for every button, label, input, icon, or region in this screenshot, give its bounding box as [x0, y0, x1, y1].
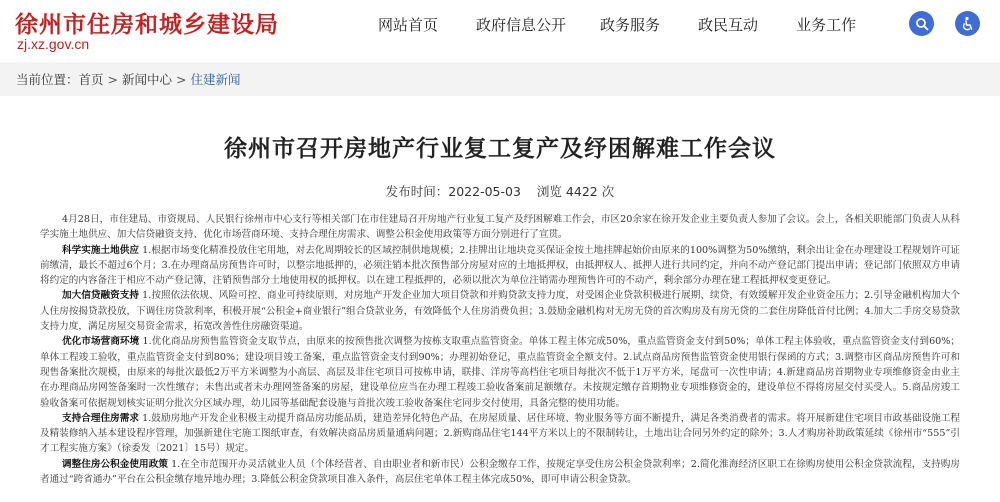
site-logo-title[interactable]: 徐州市住房和城乡建设局 — [15, 12, 279, 38]
paragraph-text: 1.按照依法依规、风险可控、商业可持续原则，对房地产开发企业加大项目贷款和并购贷款支持力度，对受困企业贷款积极进行展期、续贷，有效缓解开发企业资金压力；2.引导金融机构加大个人住房按揭贷款投放，下调住房贷款利率，积极开展“公积金+商业银行”组合贷款业务，有效降低个人住房消费负担；3.鼓励金融机构对无房无贷的首次购房及有房无贷的二套住房降低首付比例；4.加大二手房交易贷款支持力度，满足房屋交易资金需求，拓宽改善性住房融资渠道。 — [40, 290, 960, 333]
publish-info — [386, 184, 521, 199]
article-title: 徐州市召开房地产行业复工复产及纾困解难工作会议 — [224, 136, 776, 162]
views-unit: 次 — [601, 184, 615, 199]
paragraph-text: 1.在全市范围开办灵活就业人员（个体经营者、自由职业者和新市民）公积金缴存工作，按规定享受住房公积金贷款利率；2.简化淮海经济区职工在徐购房使用公积金贷款流程，支持购房者通过“跨省通办”平台在公积金缴存地异地办理；3.降低公积金贷款项目准入条件，高层住宅单体工程主体完成50%，即可申请公积金贷款。 — [40, 458, 960, 486]
paragraph-text: 1.鼓励房地产开发企业积极主动提升商品房功能品质，建造差异化特色产品，在房屋质量、居住环境、物业服务等方面不断提升，满足各类消费者的需求。将开展新建住宅项目市政基础设施工程及精装修纳入基本建设程序管理，加强新建住宅施工图纸审查，有效解决商品房质量通病问题；2.新购商品住宅144平方米以上的不限制转让，土地出让合同另外约定的除外；3.人才购房补助政策延续《徐州市“555”引才工程实施方案》（徐委发〔2021〕15号）规定。 — [40, 412, 961, 455]
nav-item-services[interactable]: 政务服务 — [600, 16, 661, 34]
main-nav — [378, 14, 894, 35]
site-header — [0, 0, 1000, 62]
breadcrumb-separator: > — [107, 71, 119, 87]
breadcrumb — [0, 62, 1000, 96]
breadcrumb-section-link[interactable]: 新闻中心 — [122, 72, 173, 87]
views-count: 4422 — [565, 184, 598, 199]
views-label: 浏览 — [536, 184, 562, 199]
article-meta — [0, 182, 1000, 200]
nav-item-business[interactable]: 业务工作 — [796, 16, 857, 34]
publish-date: 2022-05-03 — [448, 184, 521, 199]
breadcrumb-current-link[interactable]: 住建新闻 — [190, 72, 241, 87]
article-paragraph — [40, 411, 960, 457]
view-info — [537, 184, 614, 199]
paragraph-text: 1.优化商品房预售监管资金支取节点，由原来的按预售批次调整为按栋支取重点监管资金。单体工程主体完成50%，重点监管资金支付到50%；单体工程主体验收，重点监管资金支付到60%；单体工程竣工验收，重点监管资金支付到80%；建设项目竣工备案，重点监管资金支付到90%；办理初始登记，重点监管资金全额支付。2.试点商品房预售监管资金使用银行保函的方式；3.调整市区商品房预售许可和现售备案批次规模，由原来的每批次最低2万平方米调整为小高层、高层及非住宅项目可按栋申请，联排、洋房等高档住宅项目每批次不低于1万平方米，尾盘可一次性申请；4.新建商品房首期物业专项维修资金由业主在办理商品房网签备案时一次性缴存；未售出或者未办理网签备案的房屋，建设单位应当在办理工程竣工验收备案前足额缴存。未按规定缴存首期物业专项维修资金的，建设单位不得将房屋交付买受人。5.商品房竣工验收备案可依据规划核实证明分批次分区域办理，幼儿园等基础配套设施与首批次竣工验收备案住宅同步交付使用，具备完整的使用功能。 — [40, 336, 960, 409]
breadcrumb-label: 当前位置： — [16, 72, 79, 87]
accessibility-button[interactable] — [955, 11, 980, 36]
breadcrumb-separator: > — [176, 71, 187, 87]
article-paragraph — [40, 243, 960, 289]
article-body — [40, 212, 960, 487]
nav-item-home[interactable]: 网站首页 — [378, 16, 439, 34]
nav-item-gov-info[interactable]: 政府信息公开 — [476, 16, 567, 34]
search-button[interactable] — [909, 11, 934, 36]
breadcrumb-home-link[interactable]: 首页 — [78, 72, 104, 87]
paragraph-heading: 科学实施土地供应 — [62, 244, 140, 256]
site-url: zj.xz.gov.cn — [17, 36, 90, 52]
accessibility-icon — [960, 16, 976, 32]
paragraph-text: 1.根据市场变化精准投放住宅用地，对去化周期较长的区域控制供地规模；2.挂牌出让地块竞买保证金按土地挂牌起始价由原来的100%调整为50%缴纳，剩余出让金在办理建设工程规划许可证前缴清，最长不超过6个月；3.在办理商品房预售许可时，以整宗地抵押的，必须注销本批次预售部分房屋对应的土地抵押权，由抵押权人、抵押人进行共同约定，并向不动产登记部门提出申请；登记部门依照双方申请将约定的内容备注于相应不动产登记簿，注销预售部分土地使用权的抵押权。以在建工程抵押的，必须以批次为单位注销需办理预售许可的不动产，剩余部分办理在建工程抵押权变更登记。 — [40, 244, 961, 287]
paragraph-heading: 调整住房公积金使用政策 — [62, 458, 168, 470]
paragraph-heading: 加大信贷融资支持 — [62, 290, 140, 302]
search-icon — [915, 17, 929, 31]
paragraph-heading: 支持合理住房需求 — [62, 412, 140, 424]
nav-item-interaction[interactable]: 政民互动 — [698, 16, 759, 34]
article-paragraph — [40, 288, 960, 334]
publish-label: 发布时间： — [385, 184, 449, 199]
paragraph-heading: 优化市场营商环境 — [62, 336, 140, 348]
article-paragraph — [40, 334, 960, 410]
article-paragraph — [40, 457, 960, 488]
article-paragraph: 4月28日，市住建局、市资规局、人民银行徐州市中心支行等相关部门在市住建局召开房地产行业复工复产及纾困解难工作会，市区20余家在徐开发企业主要负责人参加了会议。会上，各相关职能部门负责人从科学实施土地供应、加大信贷融资支持、优化市场营商环境、支持合理住房需求、调整公积金使用政策等方面分别进行了宣贯。 — [40, 214, 960, 241]
